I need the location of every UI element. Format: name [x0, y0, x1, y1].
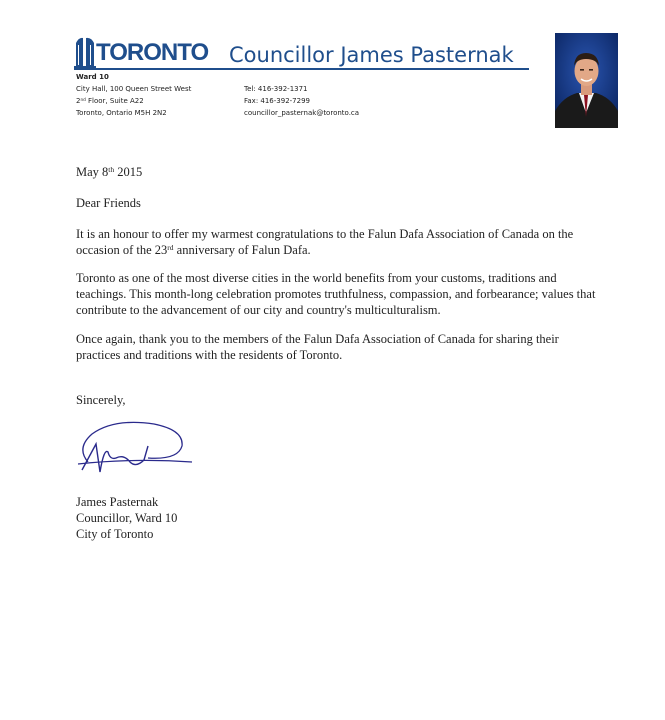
salutation: Dear Friends — [76, 196, 141, 210]
toronto-logo — [74, 35, 209, 69]
telephone: Tel: 416-392-1371 — [244, 85, 308, 93]
paragraph-2: Toronto as one of the most diverse cities in the world benefits from your customs, traditions and teachings. This month-long celebration promotes truthfulness, compassion, and forbearance; values that contribute to the advancement of our city and country's multiculturalism. — [76, 271, 596, 317]
letter-date: May 8th 2015 — [76, 165, 143, 179]
email-link[interactable]: councillor_pasternak@toronto.ca — [244, 109, 360, 117]
handwritten-signature — [74, 418, 199, 478]
address-line-2: 2nd Floor, Suite A22 — [76, 96, 144, 105]
address-line-1: City Hall, 100 Queen Street West — [76, 85, 192, 93]
signer-organization: City of Toronto — [76, 527, 154, 541]
signer-name: James Pasternak — [76, 495, 159, 509]
councillor-photo — [555, 33, 618, 128]
fax: Fax: 416-392-7299 — [244, 97, 310, 105]
paragraph-3: Once again, thank you to the members of the Falun Dafa Association of Canada for sharing their practices and traditions with the residents of Toronto. — [76, 332, 559, 362]
address-line-3: Toronto, Ontario M5H 2N2 — [76, 109, 167, 117]
city-hall-icon — [74, 35, 98, 69]
ward-label: Ward 10 — [76, 73, 109, 81]
portrait-image — [555, 33, 618, 128]
closing: Sincerely, — [76, 393, 126, 407]
header-divider — [74, 68, 529, 70]
logo-wordmark: TORONTO — [96, 39, 209, 66]
signer-title: Councillor, Ward 10 — [76, 511, 178, 525]
councillor-title: Councillor James Pasternak — [229, 43, 514, 67]
paragraph-1: It is an honour to offer my warmest congratulations to the Falun Dafa Association of Canada on the occasion of the 23rd anniversary of Falun Dafa. — [76, 227, 574, 257]
